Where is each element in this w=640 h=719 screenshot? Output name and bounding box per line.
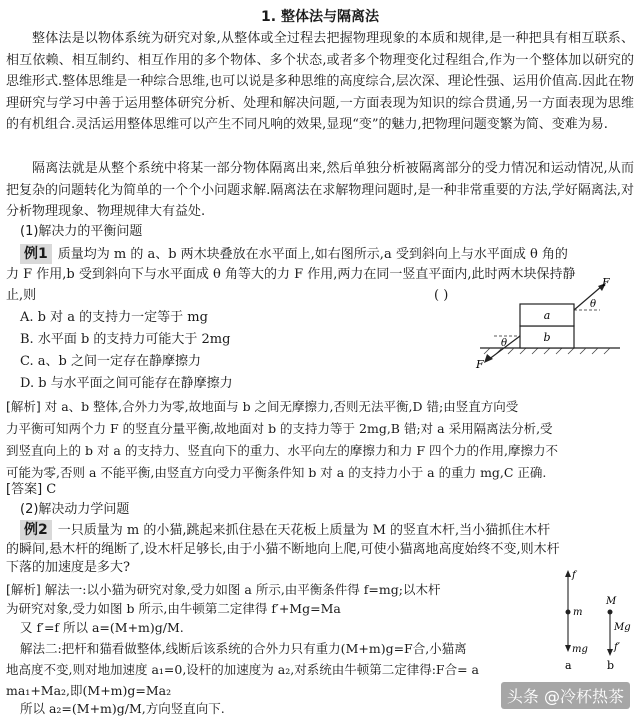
page-title: 1. 整体法与隔离法 bbox=[261, 9, 379, 25]
option-b: B. 水平面 b 的支持力可能大于 2mg bbox=[20, 332, 231, 347]
svg-text:m: m bbox=[573, 607, 583, 618]
example2-question-line1: 例2 一只质量为 m 的小猫,跳起来抓住悬在天花板上质量为 M 的竖直木杆,当小猫抓住木杆 bbox=[20, 520, 550, 541]
label-b: b bbox=[543, 331, 551, 344]
option-c: C. a、b 之间一定存在静摩擦力 bbox=[20, 354, 201, 369]
svg-text:M: M bbox=[606, 596, 617, 607]
watermark: 头条 @冷杯热茶 bbox=[501, 682, 630, 709]
force-F-top bbox=[574, 286, 602, 310]
cat-pole-diagram bbox=[548, 566, 638, 672]
answer-tag: [答案] bbox=[6, 482, 43, 497]
option-d: D. b 与水平面之间可能存在静摩擦力 bbox=[20, 376, 233, 391]
caption-b: b bbox=[607, 659, 615, 672]
svg-text:f: f bbox=[572, 570, 576, 581]
example1-analysis-line1: [解析] 对 a、b 整体,合外力为零,故地面与 b 之间无摩擦力,否则无法平衡,D 错;由竖直方向受 bbox=[6, 399, 519, 414]
svg-text:f′: f′ bbox=[614, 642, 620, 653]
force-diagrams bbox=[548, 566, 638, 672]
example1-analysis-line4: 可能为零,否则 a 不能平衡,由竖直方向受力平衡条件知 b 对 a 的支持力小于 a 的重力 mg,C 正确. bbox=[6, 465, 547, 480]
example2-method2-line4: 所以 a₂=(M+m)g/M,方向竖直向下. bbox=[20, 701, 225, 716]
example1-badge: 例1 bbox=[20, 244, 52, 264]
label-a: a bbox=[543, 309, 551, 322]
example2-method1-line2: 为研究对象,受力如图 b 所示,由牛顿第二定律得 f′+Mg=Ma bbox=[6, 601, 341, 616]
svg-text:Mg: Mg bbox=[614, 622, 631, 633]
caption-a: a bbox=[565, 659, 572, 672]
example2-question-line2: 的瞬间,悬木杆的绳断了,设木杆足够长,由于小猫不断地向上爬,可使小猫离地高度始终不变,则木杆 bbox=[6, 542, 560, 557]
label-theta-bottom: θ bbox=[501, 338, 508, 349]
example2-question-line3: 下落的加速度是多大? bbox=[6, 560, 130, 575]
example2-method1-line3: 又 f′=f 所以 a=(M+m)g/M. bbox=[20, 620, 184, 635]
analysis-tag-2: [解析] bbox=[6, 582, 41, 597]
example1-question-line3: 止,则 bbox=[6, 288, 37, 303]
intro-paragraph-holistic: 整体法是以物体系统为研究对象,从整体或全过程去把握物理现象的本质和规律,是一种把具有相互联系、相互依赖、相互制约、相互作用的多个物体、多个状态,或者多个物理变化过程组合,作为一个整体加以研究的思维形式.整体思维是一种综合思维,也可以说是多种思维的高度综合,层次深、理论性强、运用价值高.因此在物理研究与学习中善于运用整体研究分析、处理和解决问题,一方面表现为知识的综合贯通,另一方面表现为思维的有机组合.灵活运用整体思维可以产生不同凡响的效果,显现“变”的魅力,把物理问题变繁为简、变难为易. bbox=[6, 31, 634, 132]
example1-question-line1: 例1 质量均为 m 的 a、b 两木块叠放在水平面上,如右图所示,a 受到斜向上与水平面成 θ 角的 bbox=[20, 244, 568, 265]
example1-analysis-line3: 到竖直向上的 b 对 a 的支持力、竖直向下的重力、水平向左的摩擦力和力 F 四个力的作用,摩擦力不 bbox=[6, 443, 558, 458]
section2-heading: (2)解决动力学问题 bbox=[20, 502, 130, 517]
example1-question-line2: 力 F 作用,b 受到斜向下与水平面成 θ 角等大的力 F 作用,两力在同一竖直平面内,此时两木块保持静 bbox=[6, 267, 576, 282]
label-F-bottom: F bbox=[476, 358, 484, 370]
blocks-figure bbox=[470, 274, 630, 370]
example1-analysis-line2: 力平衡可知两个力 F 的竖直分量平衡,故地面对 b 的支持力等于 2mg,B 错;对 a 采用隔离法分析,受 bbox=[6, 421, 553, 436]
analysis-tag: [解析] bbox=[6, 399, 41, 414]
example2-method2-line2: 地高度不变,则对地加速度 a₁=0,设杆的加速度为 a₂,对系统由牛顿第二定律得:F合= a bbox=[6, 662, 480, 677]
answer-value: C bbox=[46, 482, 57, 497]
example2-method2-line3: ma₁+Ma₂,即(M+m)g=Ma₂ bbox=[6, 683, 172, 698]
option-a: A. b 对 a 的支持力一定等于 mg bbox=[20, 310, 208, 325]
intro-paragraph-isolation: 隔离法就是从整个系统中将某一部分物体隔离出来,然后单独分析被隔离部分的受力情况和运动情况,从而把复杂的问题转化为简单的一个个小问题求解.隔离法在求解物理问题时,是一种非常重要的方法,学好隔离法,对分析物理现象、物理规律大有益处. bbox=[6, 161, 634, 219]
label-theta-top: θ bbox=[590, 299, 597, 310]
example1-answer bbox=[6, 480, 56, 500]
section1-heading: (1)解决力的平衡问题 bbox=[20, 224, 143, 239]
blocks-diagram bbox=[470, 274, 630, 370]
example2-badge: 例2 bbox=[20, 520, 52, 540]
svg-text:mg: mg bbox=[572, 644, 588, 655]
label-F-top: F bbox=[602, 276, 610, 289]
example2-method2-line1: 解法二:把杆和猫看做整体,线断后该系统的合外力只有重力(M+m)g=F合,小猫离 bbox=[20, 641, 467, 656]
answer-blank: ( ) bbox=[434, 288, 449, 303]
example2-method1-line1: [解析] 解法一:以小猫为研究对象,受力如图 a 所示,由平衡条件得 f=mg;以木杆 bbox=[6, 582, 441, 597]
